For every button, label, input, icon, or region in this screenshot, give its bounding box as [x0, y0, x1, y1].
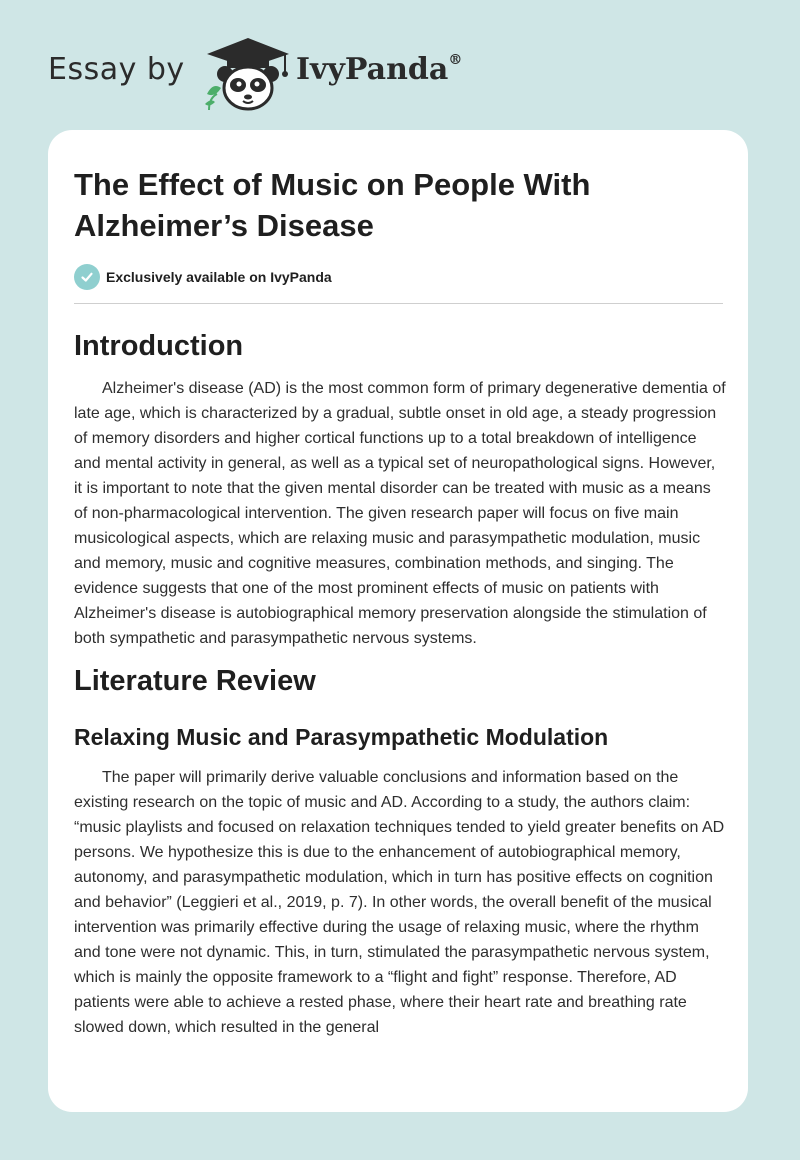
section-heading-literature-review: Literature Review	[74, 665, 316, 697]
page-title: The Effect of Music on People With Alzheimer’s Disease	[74, 167, 591, 243]
essay-by-label: Essay by	[48, 52, 185, 87]
badge-label: Exclusively available on IvyPanda	[106, 269, 332, 285]
article-body	[74, 320, 726, 1040]
brand-text: IvyPanda	[296, 52, 449, 87]
site-header	[0, 0, 800, 130]
subsection-heading-relaxing-music: Relaxing Music and Parasympathetic Modulation	[74, 724, 609, 750]
registered-mark: ®	[448, 52, 463, 68]
essay-card	[48, 130, 748, 1112]
literature-review-paragraph: The paper will primarily derive valuable conclusions and information based on the existing research on the topic of music and AD. According to a study, the authors claim: “music playlists and focused on relaxation techniques tended to yield greater benefits on AD persons. We hypothesize this is due to the enhancement of autobiographical memory, autonomy, and parasympathetic modulation, which in turn has positive effects on cognition and behavior” (Leggieri et al., 2019, p. 7). In other words, the overall benefit of the musical intervention was primarily effective during the usage of relaxing music, where the rhythm and tone were not dynamic. This, in turn, stimulated the parasympathetic nervous system, which is mainly the opposite framework to a “flight and fight” response. Therefore, AD patients were able to achieve a rested phase, where their heart rate and breathing rate slowed down, which resulted in the general	[74, 769, 725, 1036]
brand-name[interactable]	[296, 52, 462, 87]
check-circle-icon	[74, 264, 100, 290]
panda-graduate-icon[interactable]	[203, 36, 293, 112]
section-heading-introduction: Introduction	[74, 330, 244, 362]
divider	[74, 303, 723, 304]
introduction-paragraph: Alzheimer's disease (AD) is the most common form of primary degenerative dementia of late age, which is characterized by a gradual, subtle onset in old age, a steady progression of memory disorders and higher cortical functions up to a total breakdown of intelligence and mental activity in general, as well as a typical set of neuropathological signs. However, it is important to note that the given mental disorder can be treated with music as a means of non-pharmacological intervention. The given research paper will focus on five main musicological aspects, which are relaxing music and parasympathetic modulation, music and memory, music and cognitive measures, combination methods, and singing. The evidence suggests that one of the most prominent effects of music on patients with Alzheimer's disease is autobiographical memory preservation alongside the stimulation of both sympathetic and parasympathetic nervous systems.	[74, 380, 726, 647]
exclusive-badge	[74, 264, 332, 290]
